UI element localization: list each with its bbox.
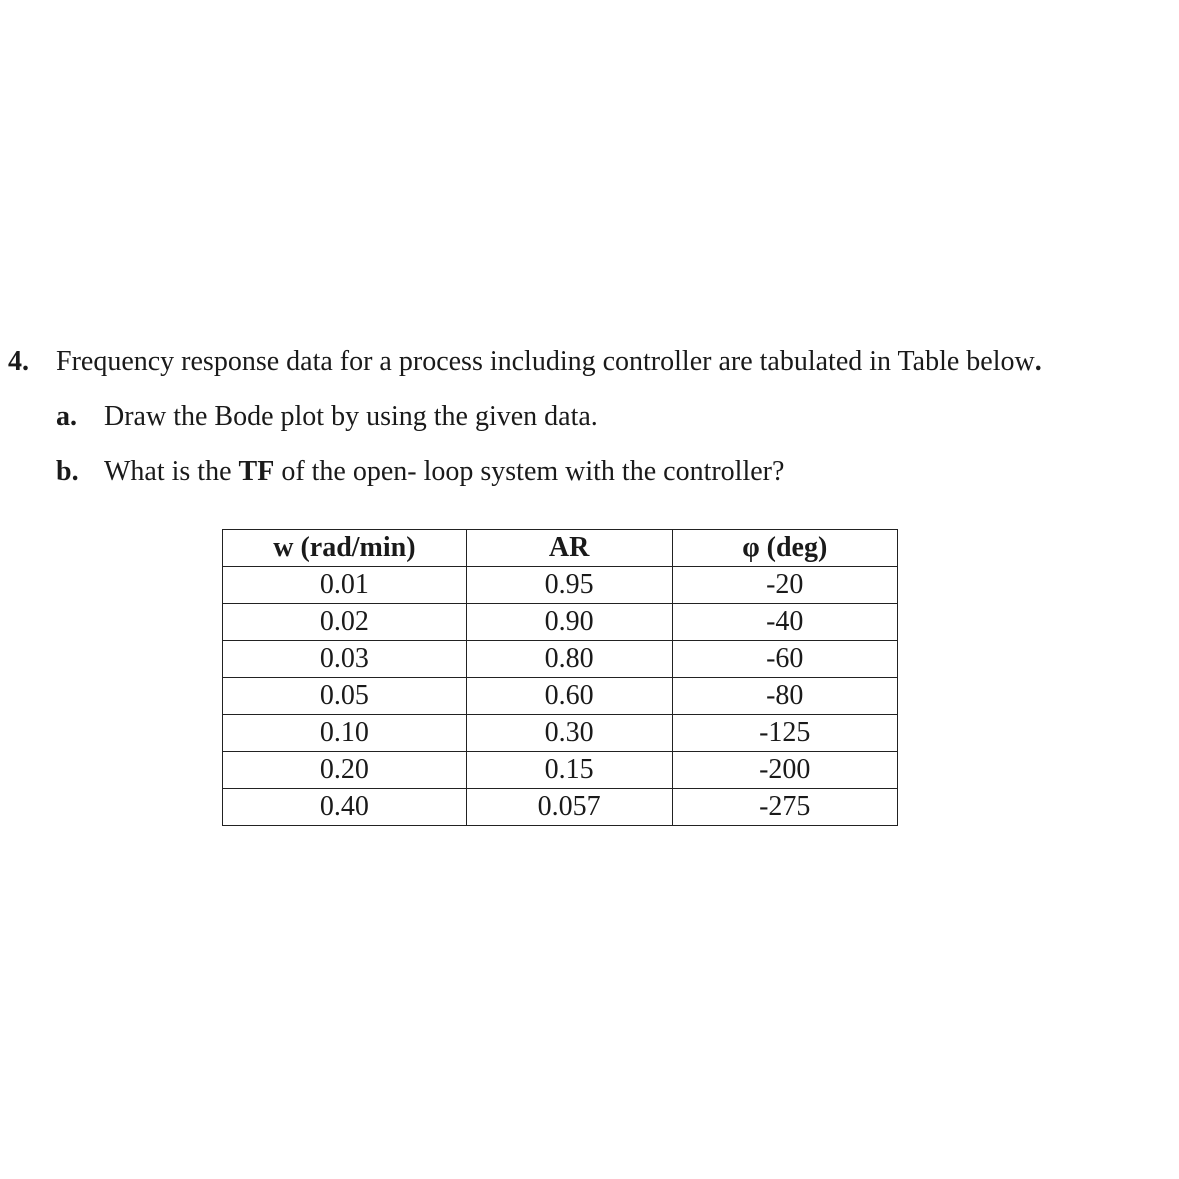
cell-frequency: 0.20 bbox=[223, 752, 467, 789]
cell-phase: -200 bbox=[672, 752, 898, 789]
header-amplitude-ratio: AR bbox=[466, 530, 672, 567]
part-a-label: a. bbox=[56, 401, 77, 432]
cell-frequency: 0.40 bbox=[223, 789, 467, 826]
table-row bbox=[223, 641, 898, 678]
cell-amplitude-ratio: 0.30 bbox=[466, 715, 672, 752]
part-b bbox=[56, 455, 784, 489]
cell-frequency: 0.02 bbox=[223, 604, 467, 641]
cell-amplitude-ratio: 0.15 bbox=[466, 752, 672, 789]
cell-amplitude-ratio: 0.90 bbox=[466, 604, 672, 641]
cell-phase: -40 bbox=[672, 604, 898, 641]
part-b-label: b. bbox=[56, 456, 79, 487]
cell-frequency: 0.05 bbox=[223, 678, 467, 715]
cell-phase: -125 bbox=[672, 715, 898, 752]
table-row bbox=[223, 715, 898, 752]
part-b-text-before: What is the bbox=[104, 456, 239, 487]
question-text: Frequency response data for a process including controller are tabulated in Table below bbox=[56, 346, 1035, 377]
cell-phase: -20 bbox=[672, 567, 898, 604]
frequency-response-table bbox=[222, 529, 898, 826]
question-4 bbox=[8, 345, 1042, 379]
table-row bbox=[223, 567, 898, 604]
table-row bbox=[223, 604, 898, 641]
cell-frequency: 0.03 bbox=[223, 641, 467, 678]
question-end-punct: . bbox=[1034, 346, 1042, 377]
cell-amplitude-ratio: 0.60 bbox=[466, 678, 672, 715]
cell-frequency: 0.10 bbox=[223, 715, 467, 752]
cell-amplitude-ratio: 0.057 bbox=[466, 789, 672, 826]
cell-amplitude-ratio: 0.80 bbox=[466, 641, 672, 678]
table-header-row bbox=[223, 530, 898, 567]
table-row bbox=[223, 789, 898, 826]
header-frequency: w (rad/min) bbox=[223, 530, 467, 567]
header-phase: φ (deg) bbox=[672, 530, 898, 567]
table-row bbox=[223, 678, 898, 715]
part-b-text-after: of the open- loop system with the controller? bbox=[274, 456, 785, 487]
cell-amplitude-ratio: 0.95 bbox=[466, 567, 672, 604]
table-row bbox=[223, 752, 898, 789]
cell-phase: -275 bbox=[672, 789, 898, 826]
cell-phase: -60 bbox=[672, 641, 898, 678]
cell-frequency: 0.01 bbox=[223, 567, 467, 604]
cell-phase: -80 bbox=[672, 678, 898, 715]
part-a-text: Draw the Bode plot by using the given data. bbox=[104, 401, 598, 432]
part-b-bold-term: TF bbox=[238, 456, 275, 487]
question-number: 4. bbox=[8, 346, 29, 377]
part-a bbox=[56, 400, 598, 434]
